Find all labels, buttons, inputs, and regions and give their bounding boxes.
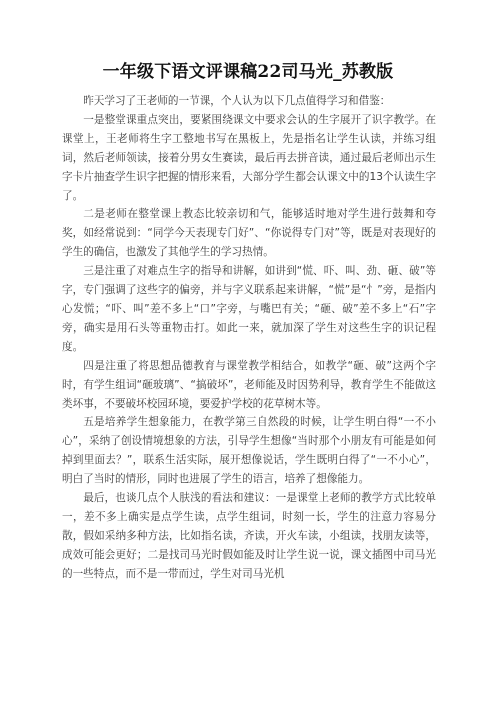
paragraph: 五是培养学生想象能力，在教学第三自然段的时候，让学生明白得“一不小心”，采纳了创设情境想象的方法，引导学生想像“当时那个小朋友有可能是如何掉到里面去？”，联系生活实际，展开想像说话，学生既明白得了“一不小心”，明白了当时的情形，同时也进展了学生的语言，培养了想像能力。 xyxy=(62,416,436,486)
document-body xyxy=(62,92,436,584)
paragraph: 昨天学习了王老师的一节课，个人认为以下几点值得学习和借鉴： xyxy=(83,95,391,107)
paragraph: 四是注重了将思想品德教育与课堂教学相结合，如教学“砸、破”这两个字时，有学生组词“砸玻璃”、“搞破坏”，老师能及时因势利导，教育学生不能做这类坏事，不要破坏校园环境，要爱护学校的花草树木等。 xyxy=(62,359,436,410)
paragraph: 二是老师在整堂课上教态比较亲切和气，能够适时地对学生进行鼓舞和夸奖，如经常说到：“同学今天表现专门好”、“你说得专门对”等，既是对表现好的学生的确信，也激发了其他学生的学习热情。 xyxy=(62,208,436,259)
paragraph: 三是注重了对难点生字的指导和讲解，如讲到“慌、吓、叫、劲、砸、破”等字，专门强调了这些字的偏旁，并与字义联系起来讲解，“慌”是“忄”旁，是指内心发慌；“吓、叫”差不多上“口”字旁，与嘴巴有关；“砸、破”差不多上“石”字旁，确实是用石头等重物击打。如此一来，就加深了学生对这些生字的识记程度。 xyxy=(62,265,436,353)
paragraph: 最后，也谈几点个人肤浅的看法和建议：一是课堂上老师的教学方式比较单一，差不多上确实是点学生读，点学生组词，时刻一长，学生的注意力容易分散，假如采纳多种方法，比如指名读，齐读，开火车读，小组读，找朋友读等，成效可能会更好；二是找司马光时假如能及时让学生说一说，课文插图中司马光的一些特点，而不是一带而过，学生对司马光机 xyxy=(62,492,436,580)
document-title: 一年级下语文评课稿22司马光_苏教版 xyxy=(102,62,394,82)
paragraph: 一是整堂课重点突出，要紧围绕课文中要求会认的生字展开了识字教学。在课堂上，王老师将生字工整地书写在黑板上，先是指名让学生认读，并练习组词，然后老师领读，接着分男女生赛读，最后再去拼音读，通过最后老师出示生字卡片抽查学生识字把握的情形来看，大部分学生都会认课文中的13个认读生字了。 xyxy=(62,113,436,202)
